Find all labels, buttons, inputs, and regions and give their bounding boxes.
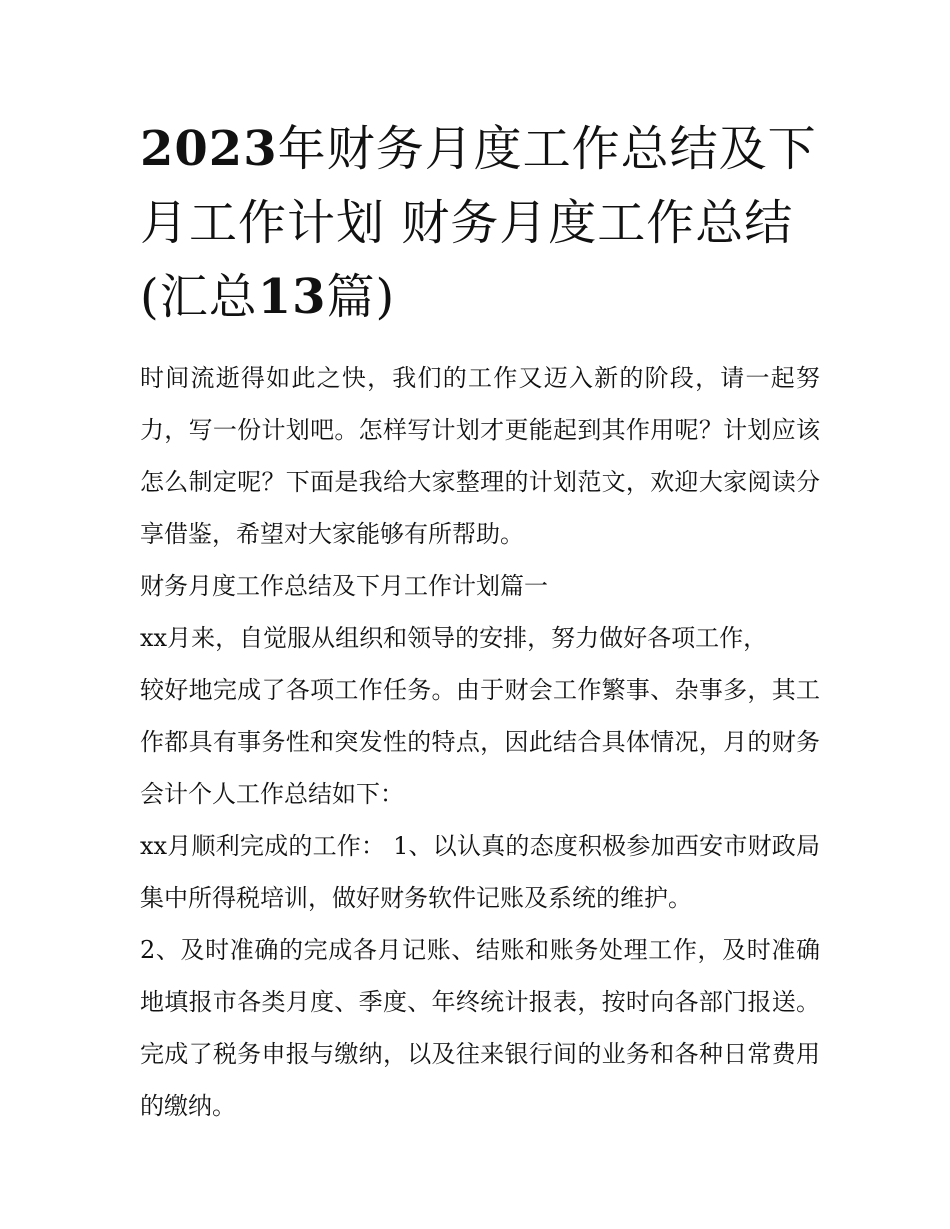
title-count: 13 bbox=[257, 269, 327, 325]
document-title bbox=[140, 112, 820, 334]
title-year: 2023 bbox=[140, 121, 278, 177]
document-content bbox=[140, 112, 820, 1132]
title-suffix: 篇) bbox=[326, 269, 396, 325]
body-paragraph: 2、及时准确的完成各月记账、结账和账务处理工作，及时准确地填报市各类月度、季度、年终统计报表，按时向各部门报送。完成了税务申报与缴纳，以及往来银行间的业务和各种日常费用的缴纳。 bbox=[140, 936, 820, 1120]
body-paragraph: xx月来，自觉服从组织和领导的安排，努力做好各项工作， bbox=[140, 624, 768, 652]
title-text: 年财务月度工作总结及下月工作计划 财务月度工作总结(汇总 bbox=[140, 121, 817, 325]
body-paragraph: xx月顺利完成的工作： 1、以认真的态度积极参加西安市财政局集中所得税培训，做好财务软件记账及系统的维护。 bbox=[140, 832, 820, 912]
body-paragraph: 较好地完成了各项工作任务。由于财会工作繁事、杂事多，其工作都具有事务性和突发性的特点，因此结合具体情况，月的财务会计个人工作总结如下： bbox=[140, 676, 820, 808]
section-heading: 财务月度工作总结及下月工作计划篇一 bbox=[140, 572, 548, 600]
intro-paragraph: 时间流逝得如此之快，我们的工作又迈入新的阶段，请一起努力，写一份计划吧。怎样写计划才更能起到其作用呢？计划应该怎么制定呢？下面是我给大家整理的计划范文，欢迎大家阅读分享借鉴，希望对大家能够有所帮助。 bbox=[140, 364, 820, 548]
